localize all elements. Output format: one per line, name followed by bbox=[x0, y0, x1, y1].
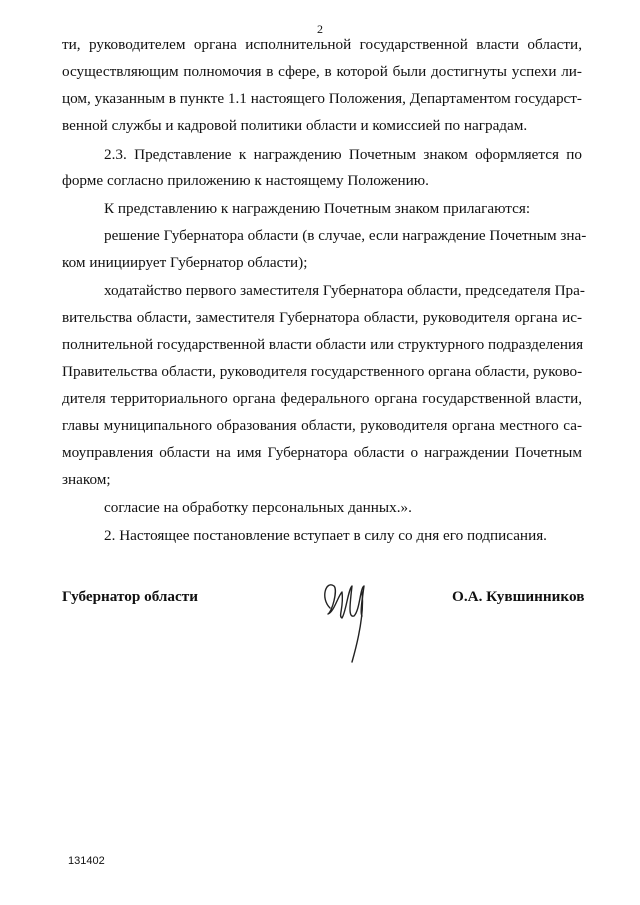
body-text-line: знаком; bbox=[62, 471, 111, 488]
body-text-line: вительства области, заместителя Губернатора области, руководителя органа ис- bbox=[62, 309, 582, 326]
body-text-line: венной службы и кадровой политики области и комиссией по наградам. bbox=[62, 117, 528, 134]
document-code: 131402 bbox=[68, 855, 105, 867]
signatory-name: О.А. Кувшинников bbox=[452, 588, 585, 605]
body-text-line: К представлению к награждению Почетным знаком прилагаются: bbox=[104, 200, 531, 217]
body-text-line: ком инициирует Губернатор области); bbox=[62, 254, 308, 271]
handwritten-signature bbox=[316, 568, 376, 664]
body-text-line: полнительной государственной власти области или структурного подразделения bbox=[62, 336, 584, 353]
body-text-line: ходатайство первого заместителя Губернатора области, председателя Пра- bbox=[104, 282, 585, 299]
body-text-line: решение Губернатора области (в случае, если награждение Почетным зна- bbox=[104, 227, 587, 244]
body-text-line: дителя территориального органа федерального органа государственной власти, bbox=[62, 390, 582, 407]
body-text-line: цом, указанным в пункте 1.1 настоящего Положения, Департаментом государст- bbox=[62, 90, 582, 107]
body-text-line: моуправления области на имя Губернатора области о награждении Почетным bbox=[62, 444, 582, 461]
body-text-line: форме согласно приложению к настоящему Положению. bbox=[62, 172, 429, 189]
body-text-line: Правительства области, руководителя государственного органа области, руково- bbox=[62, 363, 583, 380]
body-text-line: главы муниципального образования области, руководителя органа местного са- bbox=[62, 417, 582, 434]
body-text-line: 2.3. Представление к награждению Почетным знаком оформляется по bbox=[104, 146, 582, 163]
body-text-line: осуществляющим полномочия в сфере, в которой были достигнуты успехи ли- bbox=[62, 63, 582, 80]
signatory-title: Губернатор области bbox=[62, 588, 198, 605]
body-text-line: согласие на обработку персональных данных.». bbox=[104, 499, 412, 516]
page-number: 2 bbox=[317, 22, 323, 36]
body-text-line: ти, руководителем органа исполнительной государственной власти области, bbox=[62, 36, 582, 53]
body-text-line: 2. Настоящее постановление вступает в силу со дня его подписания. bbox=[104, 527, 547, 544]
